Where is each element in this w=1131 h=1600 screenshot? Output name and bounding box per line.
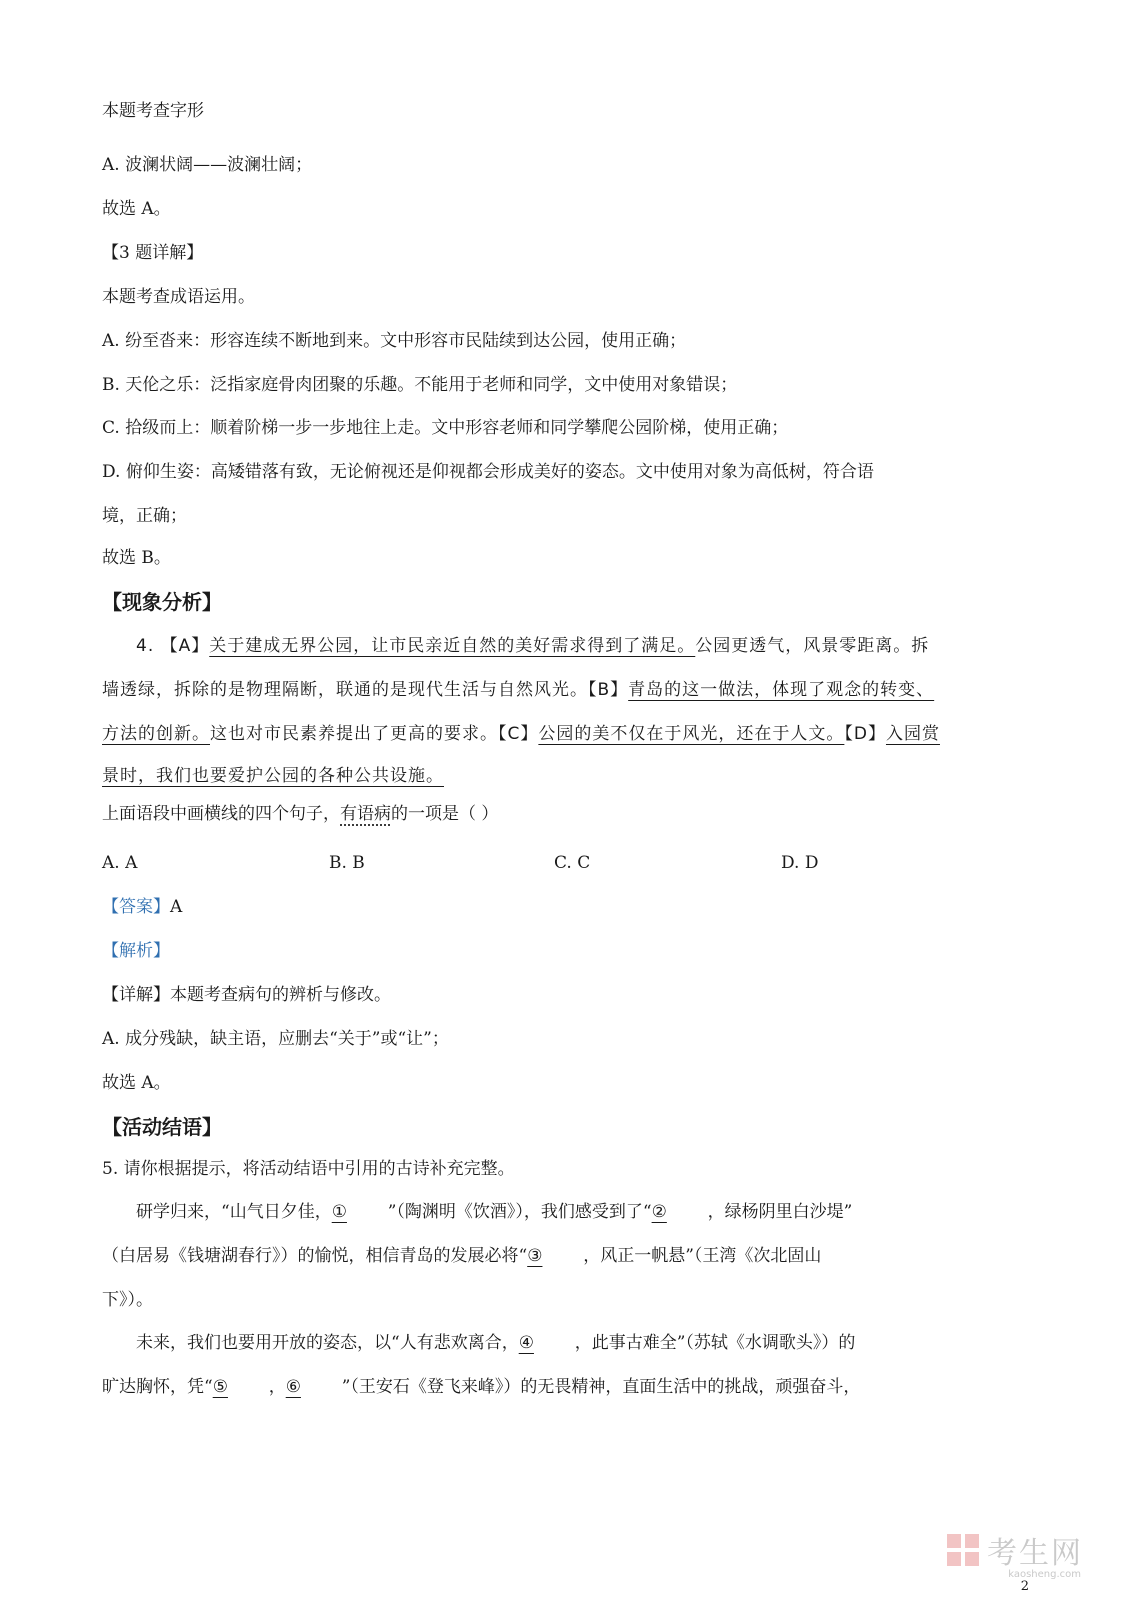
poem-text: （白居易《钱塘湖春行》）的愉悦，相信青岛的发展必将“ bbox=[102, 1246, 528, 1266]
poem-line bbox=[136, 1200, 852, 1224]
text-line: 境，正确； bbox=[102, 506, 187, 526]
blank-2: ② bbox=[651, 1202, 667, 1222]
passage-line bbox=[102, 764, 444, 788]
poem-text: ， bbox=[268, 1377, 286, 1397]
passage-line bbox=[102, 678, 934, 702]
underlined-sentence-b: 青岛的这一做法，体现了观念的转变、 bbox=[628, 680, 935, 700]
section-heading: 【活动结语】 bbox=[102, 1115, 222, 1139]
blank-3: ③ bbox=[527, 1246, 543, 1266]
option-a: A. A bbox=[102, 853, 138, 873]
passage-line bbox=[102, 722, 940, 746]
text-line: 本题考查字形 bbox=[102, 101, 204, 121]
poem-text: ，此事古难全”（苏轼《水调歌头》）的 bbox=[574, 1333, 856, 1353]
section-heading: 【现象分析】 bbox=[102, 590, 222, 614]
text-line: 故选 B。 bbox=[102, 548, 171, 568]
option-d: D. D bbox=[781, 853, 819, 873]
text-line: D. 俯仰生姿：高矮错落有致，无论俯视还是仰视都会形成美好的姿态。文中使用对象为高低树，符合语 bbox=[102, 462, 874, 482]
passage-line bbox=[136, 634, 929, 658]
answer-value: A bbox=[170, 897, 183, 917]
poem-text: 旷达胸怀，凭“ bbox=[102, 1377, 213, 1397]
blank-4: ④ bbox=[518, 1333, 534, 1353]
poem-text: ”（王安石《登飞来峰》）的无畏精神，直面生活中的挑战，顽强奋斗， bbox=[341, 1377, 861, 1397]
watermark-logo-icon bbox=[945, 1532, 981, 1568]
text-line: 本题考查成语运用。 bbox=[102, 287, 255, 307]
analysis-label: 【解析】 bbox=[102, 941, 170, 961]
passage-label: 4. 【A】 bbox=[136, 636, 210, 656]
poem-text: ，风正一帆悬”（王湾《次北固山 bbox=[583, 1246, 822, 1266]
option-b: B. B bbox=[329, 853, 365, 873]
poem-text: ，绿杨阴里白沙堤” bbox=[707, 1202, 853, 1222]
watermark-sub: kaosheng.com bbox=[1008, 1569, 1081, 1580]
poem-line bbox=[136, 1331, 855, 1355]
watermark-text: 考生网 bbox=[987, 1536, 1083, 1571]
watermark bbox=[945, 1528, 1083, 1572]
passage-text: 公园更透气，风景零距离。拆 bbox=[695, 636, 930, 656]
blank-5: ⑤ bbox=[212, 1377, 228, 1397]
stem-text: 的一项是（ ） bbox=[391, 804, 499, 824]
passage-text: 这也对市民素养提出了更高的要求。【C】 bbox=[210, 724, 539, 744]
emphasis-text: 有语病 bbox=[340, 804, 391, 824]
question-title: 5. 请你根据提示，将活动结语中引用的古诗补充完整。 bbox=[102, 1159, 515, 1179]
stem-text: 上面语段中画横线的四个句子， bbox=[102, 804, 340, 824]
poem-line bbox=[102, 1375, 860, 1399]
passage-text: 墙透绿，拆除的是物理隔断，联通的是现代生活与自然风光。【B】 bbox=[102, 680, 629, 700]
page-number: 2 bbox=[1020, 1579, 1029, 1594]
text-line: 【详解】本题考查病句的辨析与修改。 bbox=[102, 985, 391, 1005]
text-line: 故选 A。 bbox=[102, 199, 171, 219]
underlined-sentence-c: 公园的美不仅在于风光，还在于人文。 bbox=[538, 724, 845, 744]
text-line: A. 成分残缺，缺主语，应删去“关于”或“让”； bbox=[102, 1029, 449, 1049]
underlined-sentence-b-cont: 方法的创新。 bbox=[102, 724, 210, 744]
poem-text: 研学归来，“山气日夕佳， bbox=[136, 1202, 332, 1222]
text-line: 【3 题详解】 bbox=[102, 243, 204, 263]
passage-label: 【D】 bbox=[844, 724, 886, 744]
underlined-sentence-a: 关于建成无界公园，让市民亲近自然的美好需求得到了满足。 bbox=[209, 636, 696, 656]
blank-6: ⑥ bbox=[285, 1377, 301, 1397]
poem-line: 下》）。 bbox=[102, 1290, 153, 1310]
poem-line bbox=[102, 1244, 821, 1268]
text-line: A. 纷至沓来：形容连续不断地到来。文中形容市民陆续到达公园，使用正确； bbox=[102, 331, 687, 351]
underlined-sentence-d-cont: 景时，我们也要爱护公园的各种公共设施。 bbox=[102, 766, 444, 786]
text-line: C. 拾级而上：顺着阶梯一步一步地往上走。文中形容老师和同学攀爬公园阶梯，使用正确； bbox=[102, 418, 789, 438]
answer-label: 【答案】 bbox=[102, 897, 170, 917]
poem-text: ”（陶渊明《饮酒》），我们感受到了“ bbox=[387, 1202, 652, 1222]
poem-text: 未来，我们也要用开放的姿态，以“人有悲欢离合， bbox=[136, 1333, 519, 1353]
question-stem bbox=[102, 802, 498, 826]
option-c: C. C bbox=[554, 853, 591, 873]
text-line: 故选 A。 bbox=[102, 1073, 171, 1093]
blank-1: ① bbox=[331, 1202, 347, 1222]
answer-line bbox=[102, 895, 182, 919]
underlined-sentence-d: 入园赏 bbox=[885, 724, 940, 744]
text-line: A. 波澜状阔——波澜壮阔； bbox=[102, 155, 313, 175]
text-line: B. 天伦之乐：泛指家庭骨肉团聚的乐趣。不能用于老师和同学，文中使用对象错误； bbox=[102, 375, 738, 395]
